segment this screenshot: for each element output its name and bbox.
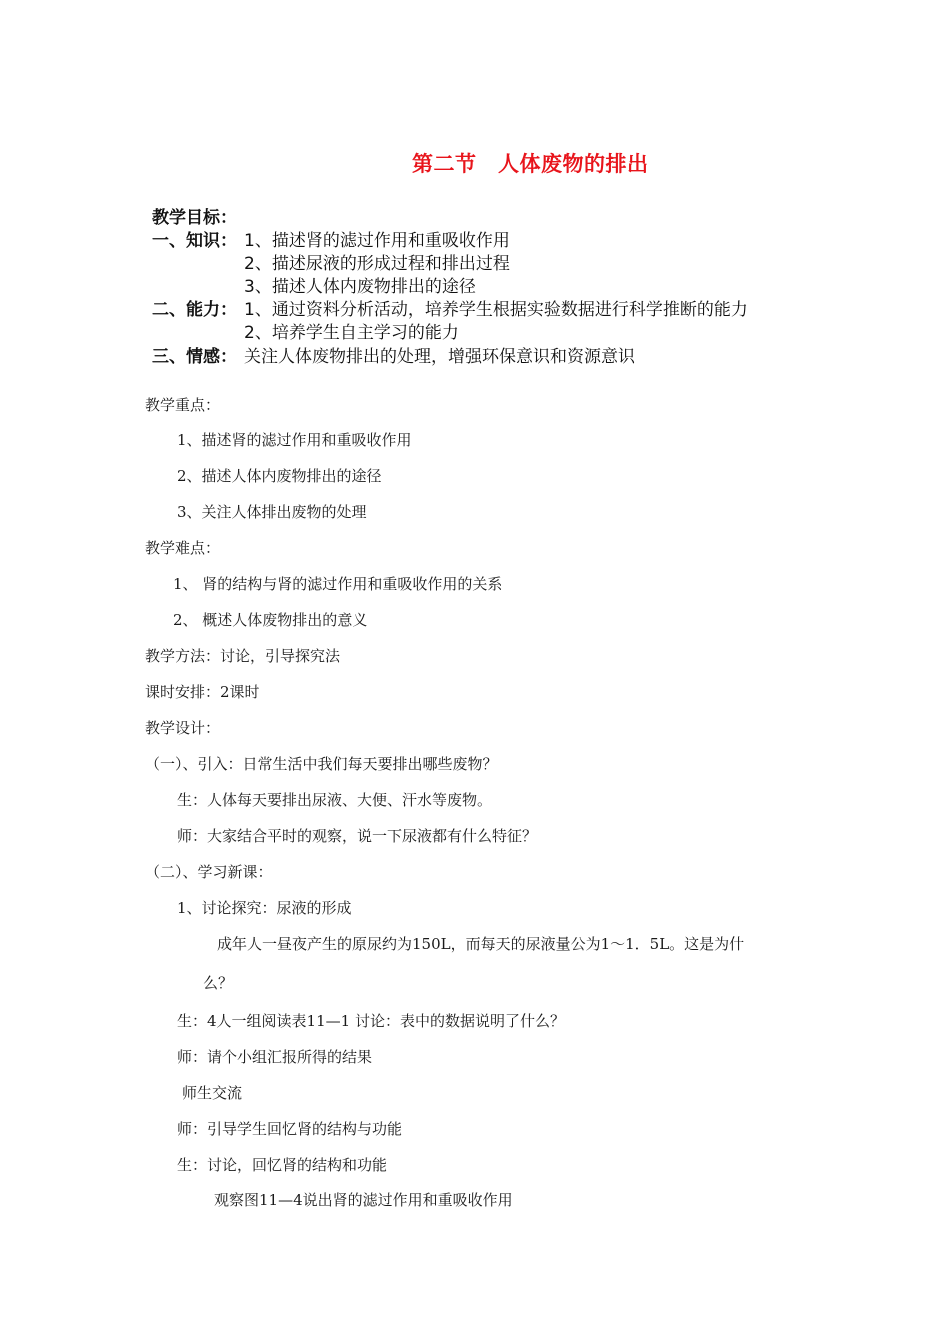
paragraph-line-1: 成年人一昼夜产生的原尿约为150L，而每天的尿液量公为1～1．5L。这是为什 [217, 935, 745, 953]
observe-line: 观察图11—4说出肾的滤过作用和重吸收作用 [214, 1191, 513, 1209]
focus-item-2: 2、描述人体内废物排出的途径 [177, 467, 382, 485]
knowledge-label: 一、知识： [152, 231, 237, 251]
discussion-heading: 1、讨论探究：尿液的形成 [177, 899, 352, 917]
ability-label: 二、能力： [152, 300, 237, 320]
student-line-2: 生：讨论，回忆肾的结构和功能 [177, 1156, 388, 1174]
knowledge-item-3: 3、描述人体内废物排出的途径 [244, 277, 476, 297]
emotion-text: 关注人体废物排出的处理，增强环保意识和资源意识 [244, 347, 635, 367]
intro-teacher-line: 师：大家结合平时的观察，说一下尿液都有什么特征？ [177, 827, 538, 845]
paragraph-line-2: 么？ [203, 974, 234, 992]
student-line-1: 生：4人一组阅读表11—1 讨论：表中的数据说明了什么？ [177, 1012, 565, 1030]
teacher-line-1: 师：请个小组汇报所得的结果 [177, 1048, 373, 1066]
ability-item-1: 1、通过资料分析活动，培养学生根据实验数据进行科学推断的能力 [244, 300, 748, 320]
exchange-line: 师生交流 [182, 1084, 243, 1102]
difficulty-heading: 教学难点： [145, 539, 221, 557]
knowledge-item-1: 1、描述肾的滤过作用和重吸收作用 [244, 231, 510, 251]
focus-item-1: 1、描述肾的滤过作用和重吸收作用 [177, 431, 412, 449]
knowledge-item-2: 2、描述尿液的形成过程和排出过程 [244, 254, 510, 274]
objectives-heading: 教学目标： [152, 208, 237, 228]
focus-item-3: 3、关注人体排出废物的处理 [177, 503, 367, 521]
intro-line: （一）、引入：日常生活中我们每天要排出哪些废物？ [145, 755, 498, 773]
ability-item-2: 2、培养学生自主学习的能力 [244, 323, 459, 343]
class-schedule: 课时安排：2课时 [145, 683, 260, 701]
difficulty-item-2: 2、 概述人体废物排出的意义 [173, 611, 368, 629]
focus-heading: 教学重点： [145, 396, 221, 414]
teacher-line-2: 师：引导学生回忆肾的结构与功能 [177, 1120, 403, 1138]
teaching-method: 教学方法：讨论，引导探究法 [145, 647, 341, 665]
emotion-label: 三、情感： [152, 347, 237, 367]
section-title: 第二节 人体废物的排出 [412, 152, 649, 176]
design-heading: 教学设计： [145, 719, 221, 737]
intro-student-line: 生：人体每天要排出尿液、大便、汗水等废物。 [177, 791, 493, 809]
new-lesson-heading: （二）、学习新课： [145, 863, 273, 881]
difficulty-item-1: 1、 肾的结构与肾的滤过作用和重吸收作用的关系 [173, 575, 503, 593]
